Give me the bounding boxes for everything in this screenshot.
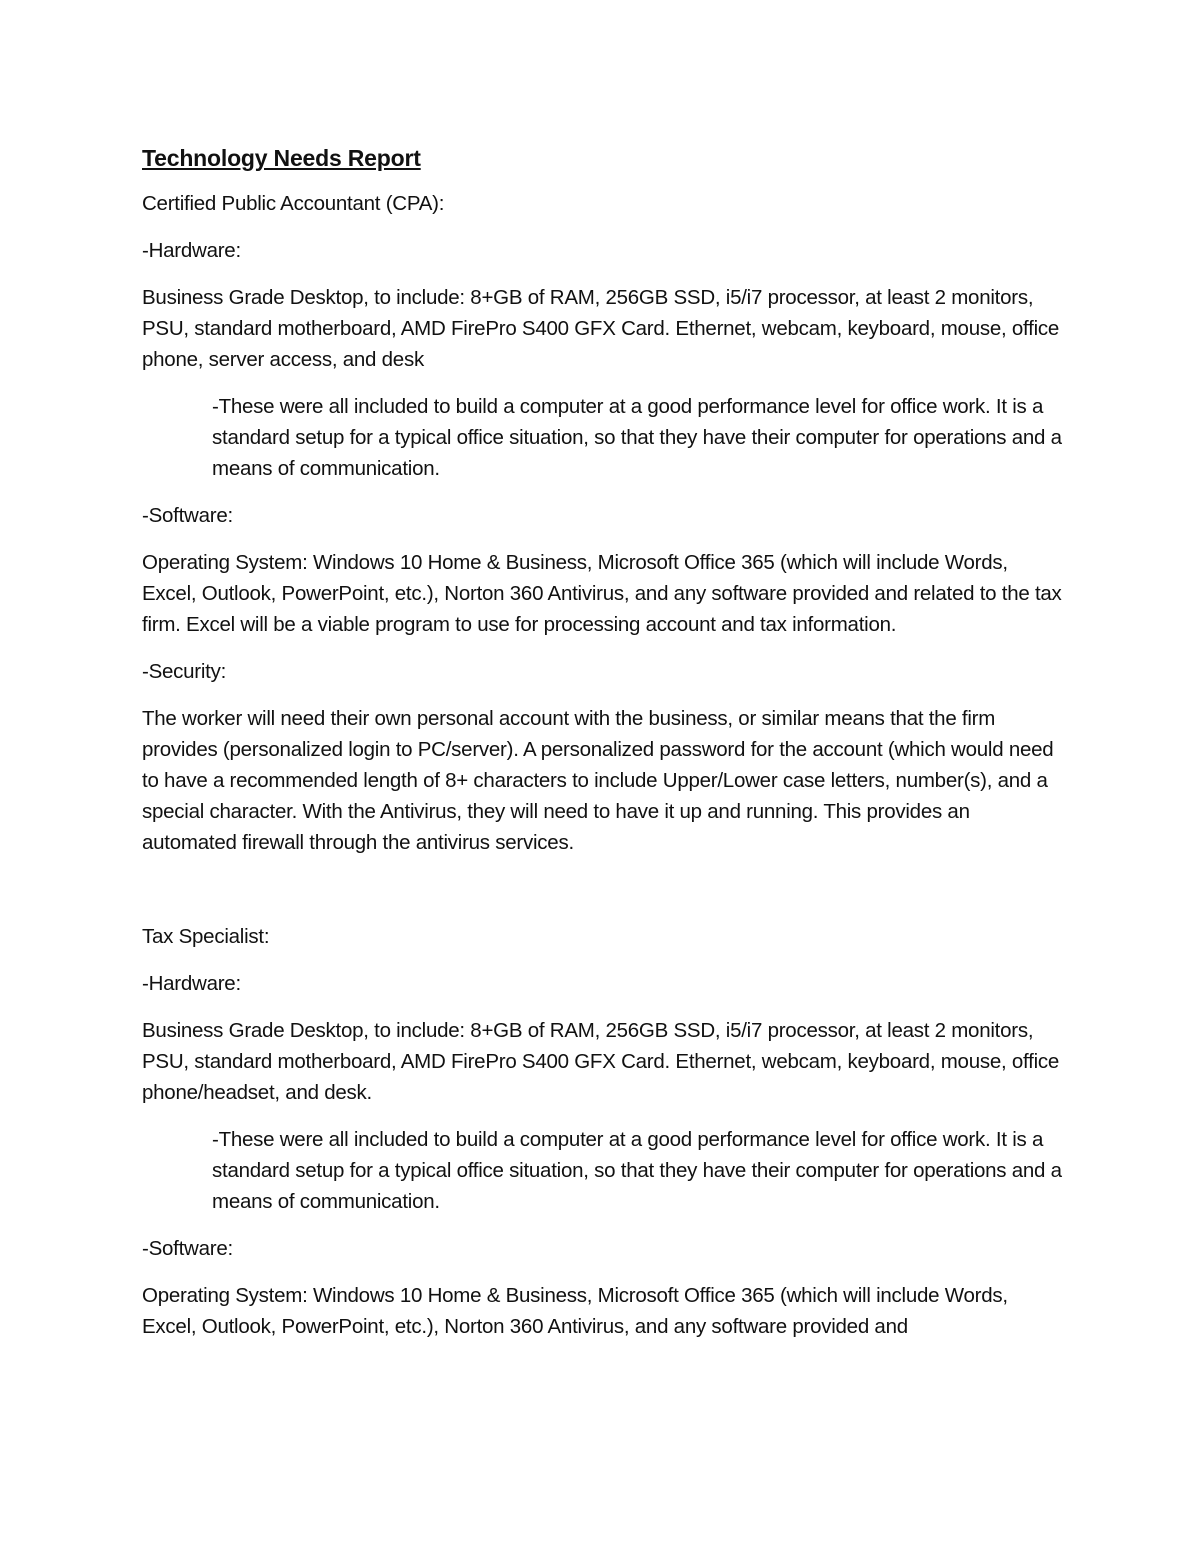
hardware-paragraph: Business Grade Desktop, to include: 8+GB of RAM, 256GB SSD, i5/i7 processor, at least 2 monitors, PSU, standard motherboard, AMD FirePro S400 GFX Card. Ethernet, webcam, keyboard, mouse, office phone, server access, and desk [142, 286, 1060, 371]
hardware-heading: -Hardware: [142, 239, 241, 262]
software-heading: -Software: [142, 504, 233, 527]
security-heading: -Security: [142, 660, 227, 683]
section-role-heading: Tax Specialist: [142, 925, 270, 948]
hardware-paragraph: Business Grade Desktop, to include: 8+GB of RAM, 256GB SSD, i5/i7 processor, at least 2 monitors, PSU, standard motherboard, AMD FirePro S400 GFX Card. Ethernet, webcam, keyboard, mouse, office phone/headset, and desk. [142, 1019, 1060, 1104]
security-paragraph: The worker will need their own personal account with the business, or similar means that the firm provides (personalized login to PC/server). A personalized password for the account (which would need to have a recommended length of 8+ characters to include Upper/Lower case letters, number(s), and a special character. With the Antivirus, they will need to have it up and running. This provides an automated firewall through the antivirus services. [142, 707, 1054, 854]
section-spacer [142, 874, 1062, 921]
hardware-note-paragraph: -These were all included to build a computer at a good performance level for office work. It is a standard setup for a typical office situation, so that they have their computer for operations and a means of communication. [212, 395, 1062, 480]
hardware-note-paragraph: -These were all included to build a computer at a good performance level for office work. It is a standard setup for a typical office situation, so that they have their computer for operations and a means of communication. [212, 1128, 1062, 1213]
document-page [142, 143, 1062, 1358]
software-paragraph: Operating System: Windows 10 Home & Business, Microsoft Office 365 (which will include Words, Excel, Outlook, PowerPoint, etc.), Norton 360 Antivirus, and any software provided and [142, 1284, 1008, 1338]
software-paragraph: Operating System: Windows 10 Home & Business, Microsoft Office 365 (which will include Words, Excel, Outlook, PowerPoint, etc.), Norton 360 Antivirus, and any software provided and related to the tax firm. Excel will be a viable program to use for processing account and tax information. [142, 551, 1062, 636]
hardware-heading: -Hardware: [142, 972, 241, 995]
document-title: Technology Needs Report [142, 145, 421, 171]
section-role-heading: Certified Public Accountant (CPA): [142, 192, 445, 215]
software-heading: -Software: [142, 1237, 233, 1260]
